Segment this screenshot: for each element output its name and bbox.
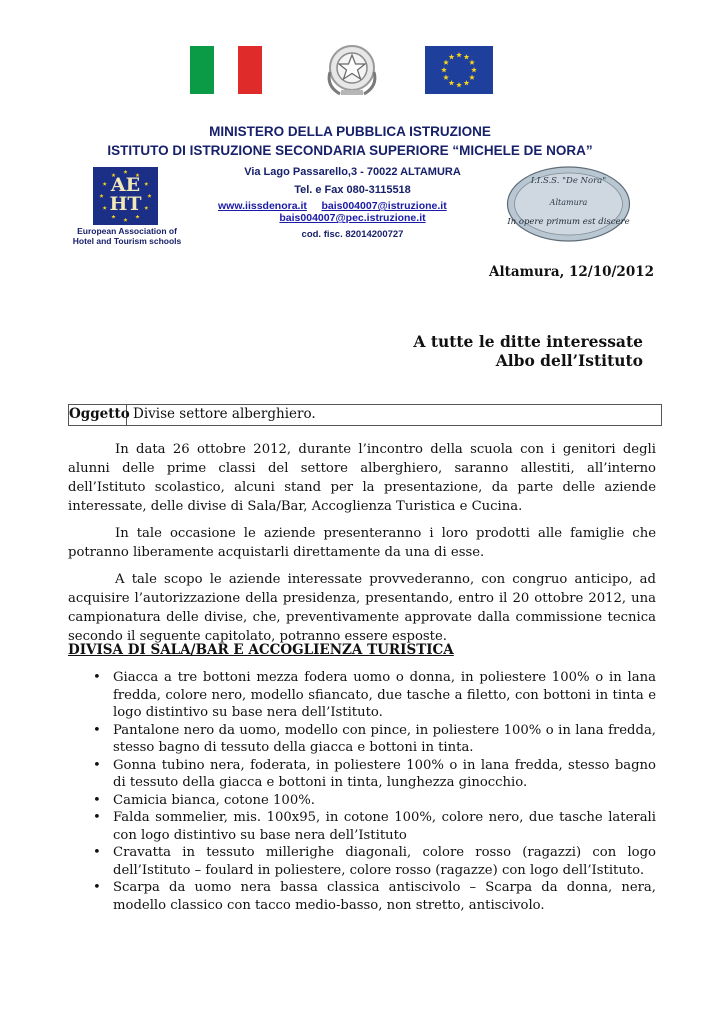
italian-republic-emblem [322, 38, 382, 100]
paragraph: In data 26 ottobre 2012, durante l’incontro della scuola con i genitori degli alunni delle prime classi del settore alberghiero, saranno allestiti, all’interno dell’Istituto scolastico, alcuni stand per la presentazione, da parte delle aziende interessate, delle divise di Sala/Bar, Accoglienza Turistica e Cucina. [68, 442, 656, 514]
subject-label: Oggetto [69, 405, 127, 425]
letter-body [68, 440, 656, 646]
pec-email-link[interactable]: bais004007@pec.istruzione.it [279, 212, 426, 224]
contact-links [218, 200, 508, 212]
bullet: • [93, 670, 101, 685]
institute-title: ISTITUTO DI ISTRUZIONE SECONDARIA SUPERIORE “MICHELE DE NORA” [107, 143, 593, 158]
school-logo-city: Altamura [549, 198, 588, 207]
recipient-2: Albo dell’Istituto [495, 351, 643, 370]
aeht-mark: AE HT [109, 174, 142, 215]
star-icon [456, 52, 462, 57]
iiss-de-nora-logo [505, 165, 632, 243]
recipient-1: A tutte le ditte interessate [413, 332, 643, 351]
fiscal-code: cod. fisc. 82014200727 [301, 229, 404, 240]
uniform-items [86, 669, 656, 914]
phone: Tel. e Fax 080-3115518 [294, 184, 411, 196]
pec-link-row [210, 212, 495, 224]
bullet: • [93, 810, 101, 825]
aeht-logo [93, 167, 158, 225]
paragraph: A tale scopo le aziende interessate provvederanno, con congruo anticipo, ad acquisire l’autorizzazione della presidenza, presentando, entro il 20 ottobre 2012, una campionatura delle divise, che, preventivamente approvate dalla commissione tecnica secondo il seguente capitolato, potranno essere esposte. [68, 572, 656, 644]
star-icon [469, 75, 475, 80]
subject-box [68, 404, 662, 426]
aeht-caption: European Association of Hotel and Tourism schools [72, 226, 182, 246]
list-item: • Giacca a tre bottoni mezza fodera uomo o donna, in poliestere 100% o in lana fredda, colore nero, modello sfiancato, due tasche a filetto, con bottoni in tinta e logo distintivo su base nera dell’Istituto. [93, 670, 656, 720]
list-item: • Scarpa da uomo nera bassa classica antiscivolo – Scarpa da donna, nera, modello classico con tacco medio-basso, non stretto, antiscivolo. [93, 880, 656, 913]
section-title: DIVISA DI SALA/BAR E ACCOGLIENZA TURISTICA [68, 642, 454, 658]
list-item: • Cravatta in tessuto millerighe diagonali, colore rosso (ragazzi) con logo dell’Istituto – foulard in poliestere, colore rosso (ragazze) con logo dell’Istituto. [93, 845, 656, 878]
star-icon [441, 67, 447, 72]
subject-text: Divise settore alberghiero. [133, 406, 316, 422]
italy-flag [190, 46, 262, 94]
letter-date: Altamura, 12/10/2012 [489, 264, 654, 280]
list-item: • Falda sommelier, mis. 100x95, in cotone 100%, colore nero, due tasche laterali con logo distintivo su base nera dell’Istituto [93, 810, 656, 843]
star-icon [443, 75, 449, 80]
paragraph: In tale occasione le aziende presenteranno i loro prodotti alle famiglie che potranno liberamente acquistarli direttamente da una di esse. [68, 526, 656, 560]
bullet: • [93, 845, 101, 860]
bullet: • [93, 880, 101, 895]
star-icon [123, 218, 127, 222]
list-item: • Pantalone nero da uomo, modello con pince, in poliestere 100% o in lana fredda, stesso bagno di tessuto della giacca e bottoni in tinta. [93, 722, 656, 755]
bullet: • [93, 757, 101, 773]
star-icon [464, 54, 470, 59]
website-link[interactable]: www.iissdenora.it [218, 200, 307, 212]
star-icon [111, 215, 115, 219]
star-icon [456, 82, 462, 87]
bullet: • [93, 722, 101, 738]
star-icon [449, 80, 455, 85]
list-item: • Camicia bianca, cotone 100%. [93, 792, 315, 808]
bullet: • [93, 792, 101, 808]
address: Via Lago Passarello,3 - 70022 ALTAMURA [244, 166, 461, 178]
ministry-title: MINISTERO DELLA PUBBLICA ISTRUZIONE [209, 124, 491, 139]
star-icon [443, 60, 449, 65]
school-logo-motto: In opere primum est discere [507, 217, 630, 227]
school-logo-top: I.I.S.S. "De Nora" [530, 176, 607, 186]
eu-flag [425, 46, 493, 94]
star-icon [135, 215, 139, 219]
star-icon [464, 80, 470, 85]
email-link[interactable]: bais004007@istruzione.it [321, 200, 447, 212]
list-item: • Gonna tubino nera, foderata, in poliestere 100% o in lana fredda, stesso bagno di tessuto della giacca e bottoni in tinta, lunghezza ginocchio. [93, 757, 656, 790]
star-icon [449, 54, 455, 59]
star-icon [469, 60, 475, 65]
star-icon [471, 67, 477, 72]
